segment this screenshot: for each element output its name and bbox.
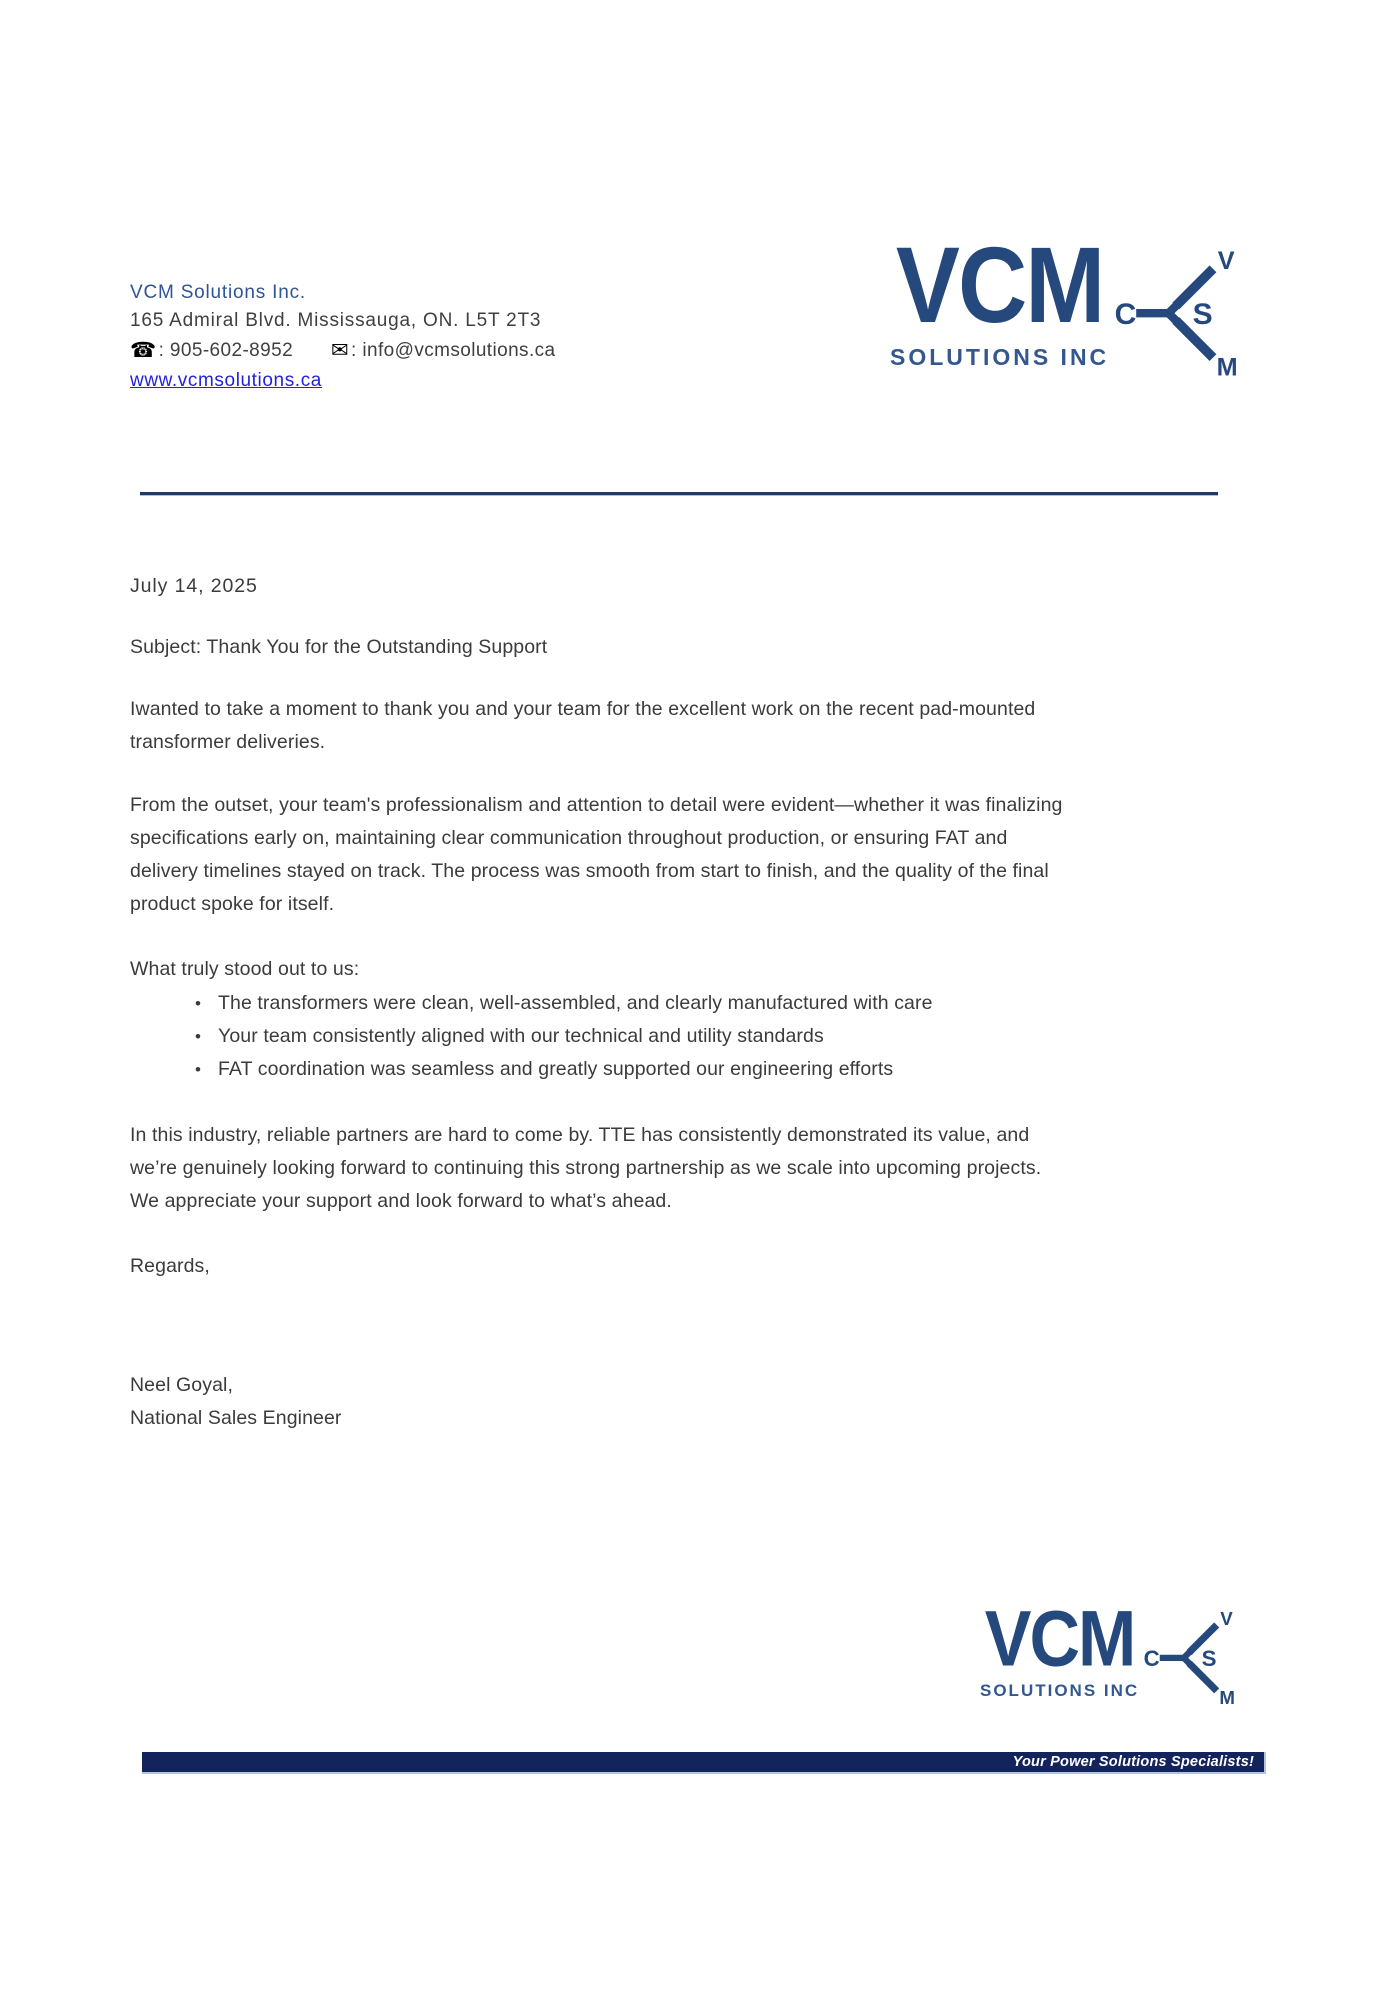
vcm-wye-branch-icon (1141, 1608, 1239, 1706)
svg-text:V: V (1220, 1608, 1233, 1629)
paragraph-2: From the outset, your team's professionalism and attention to detail were evident—whether it was finalizing specifications early on, maintaining clear communication throughout production, or ensuring FAT and delivery timelines stayed on track. The process was smooth from start to finish, and the quality of the final product spoke for itself. (130, 794, 1063, 915)
letter-subject: Subject: Thank You for the Outstanding Support (130, 636, 548, 658)
bullet-marker: • (194, 1060, 202, 1079)
svg-text:V: V (1217, 246, 1235, 275)
footer-logo-text (980, 1595, 1140, 1701)
list-item (130, 1020, 1075, 1053)
phone-icon: ☎ (130, 339, 157, 362)
envelope-icon: ✉ (331, 339, 350, 362)
svg-text:S: S (1192, 298, 1213, 331)
logo-text (890, 225, 1110, 371)
list-item (130, 1053, 1075, 1086)
company-email: : info@vcmsolutions.ca (351, 339, 556, 361)
paragraph-3-line-2: We appreciate your support and look forward to what’s ahead. (130, 1190, 672, 1212)
list-item-text: FAT coordination was seamless and greatly supported our engineering efforts (218, 1058, 894, 1080)
logo-subtitle-text: SOLUTIONS INC (890, 344, 1110, 370)
svg-text:C: C (1114, 298, 1137, 331)
company-phone-email-line (130, 338, 556, 363)
paragraph-1: Iwanted to take a moment to thank you and your team for the excellent work on the recent pad-mounted transformer deliveries. (130, 698, 1036, 753)
company-phone: : 905-602-8952 (158, 339, 294, 361)
company-address: 165 Admiral Blvd. Mississauga, ON. L5T 2T3 (130, 310, 542, 331)
list-item-text: The transformers were clean, well-assembled, and clearly manufactured with care (218, 992, 933, 1014)
closing: Regards, (130, 1255, 210, 1277)
vcm-wye-branch-icon (1111, 246, 1243, 378)
company-logo (890, 225, 1243, 378)
company-name: VCM Solutions Inc. (130, 282, 306, 303)
letter-body (130, 570, 1075, 1435)
header-divider-rule (140, 492, 1218, 496)
list-item (130, 987, 1075, 1020)
company-website-link[interactable]: www.vcmsolutions.ca (130, 370, 322, 391)
list-item-text: Your team consistently aligned with our technical and utility standards (218, 1025, 824, 1047)
list-intro: What truly stood out to us: (130, 958, 360, 980)
letter-date: July 14, 2025 (130, 575, 258, 597)
bullet-list (130, 987, 1075, 1086)
signature-title: National Sales Engineer (130, 1407, 342, 1429)
paragraph-3 (130, 1119, 1075, 1218)
footer-logo-brand-text: VCM (984, 1595, 1135, 1683)
footer-tagline-bar (142, 1752, 1266, 1774)
signature-name: Neel Goyal, (130, 1374, 233, 1396)
bullet-marker: • (194, 1027, 202, 1046)
svg-text:M: M (1219, 1687, 1236, 1706)
footer-company-logo (980, 1595, 1239, 1706)
paragraph-3-line-1: In this industry, reliable partners are hard to come by. TTE has consistently demonstrated its value, and we’re genuinely looking forward to continuing this strong partnership as we scale into upcoming projects. (130, 1124, 1042, 1179)
signature-block (130, 1369, 1075, 1435)
svg-text:S: S (1201, 1645, 1217, 1671)
logo-brand-text: VCM (895, 225, 1104, 346)
svg-text:C: C (1143, 1645, 1160, 1671)
footer-tagline-text: Your Power Solutions Specialists! (1012, 1754, 1254, 1770)
footer-logo-subtitle-text: SOLUTIONS INC (980, 1681, 1140, 1700)
svg-text:M: M (1216, 353, 1238, 378)
company-contact-block (130, 282, 556, 392)
bullet-marker: • (194, 994, 202, 1013)
